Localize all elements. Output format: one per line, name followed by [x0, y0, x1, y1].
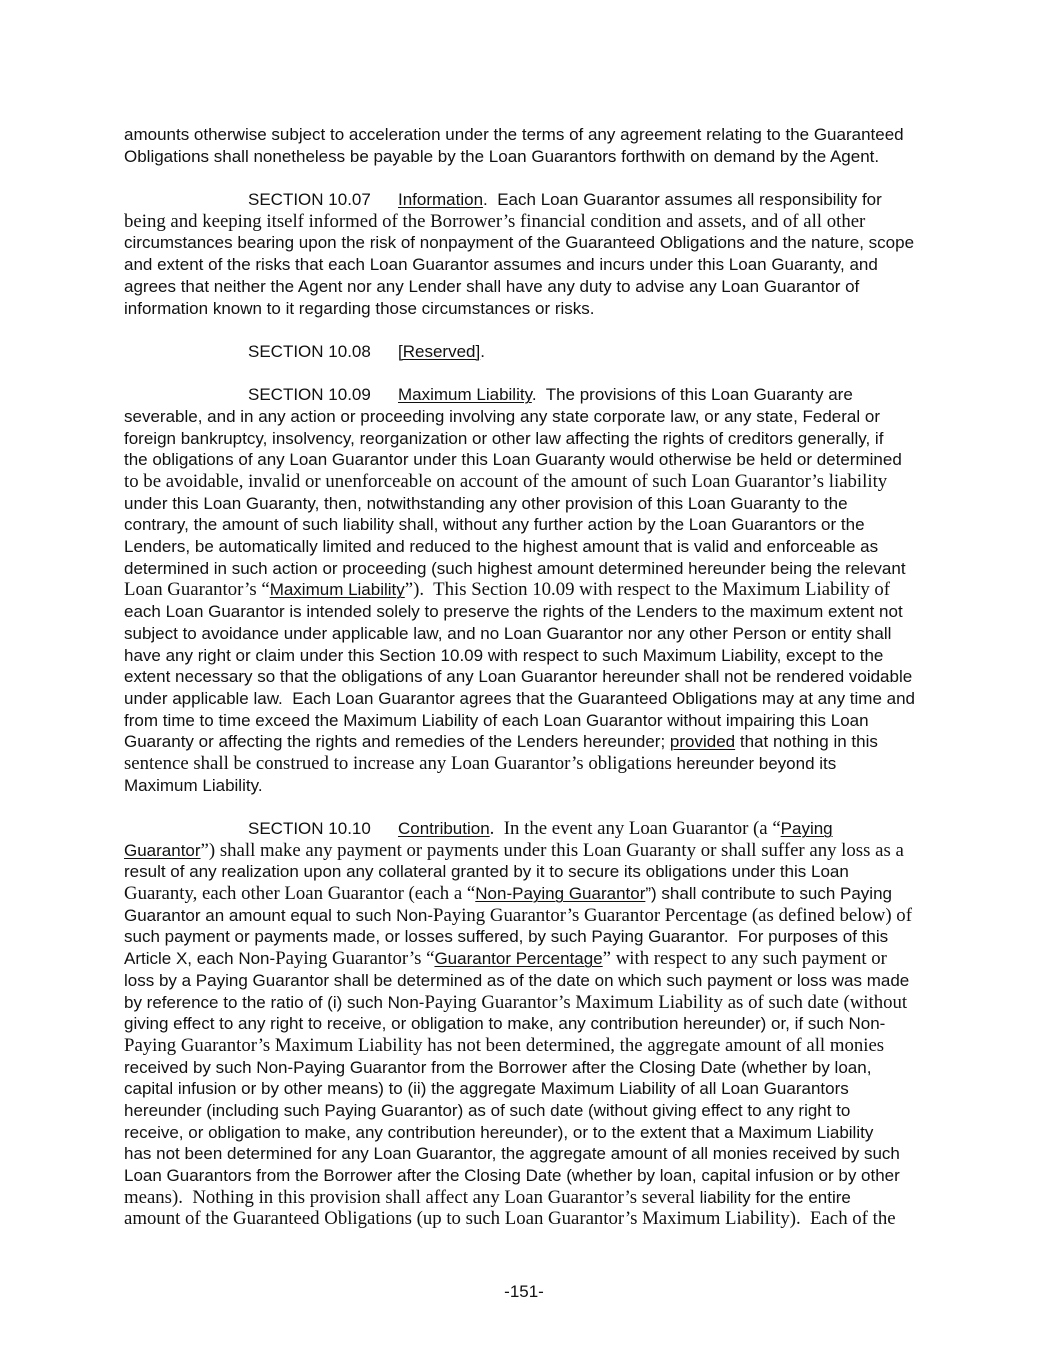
text-line — [124, 992, 924, 1014]
text-line — [124, 710, 924, 732]
text-segment: Guaranty or affecting the rights and remedies of the Lenders hereunder; — [124, 732, 670, 752]
text-segment: capital infusion or by other means) to (ii) the aggregate Maximum Liability of all Loan Guarantors — [124, 1079, 849, 1099]
text-segment: agrees that neither the Agent nor any Lender shall have any duty to advise any Loan Guarantor of — [124, 276, 860, 296]
defined-term: Paying — [780, 819, 833, 838]
section-10-07 — [124, 189, 924, 319]
text-segment: received by such Non-Paying Guarantor from the Borrower after the Closing Date (whether by loan, — [124, 1057, 872, 1077]
text-line — [124, 449, 924, 471]
text-line — [124, 1057, 924, 1079]
text-segment: by reference to the ratio of (i) such Non- — [124, 992, 425, 1012]
text-segment: the obligations of any Loan Guarantor under this Loan Guaranty would otherwise be held or determined — [124, 450, 902, 470]
text-line — [124, 276, 924, 298]
text-segment: being and keeping itself informed of the Borrower’s financial condition and assets, and of all other — [124, 210, 866, 232]
section-number: SECTION 10.10 — [248, 819, 371, 838]
text-segment: . Each Loan Guarantor assumes all responsibility for — [483, 190, 882, 210]
text-segment: liability for the entire — [699, 1187, 851, 1207]
text-line — [124, 775, 924, 797]
text-line — [124, 406, 924, 428]
text-line — [124, 536, 924, 558]
page-number: -151- — [504, 1282, 544, 1301]
text-segment: giving effect to any right to receive, or obligation to make, any contribution hereunder) or, if such Non- — [124, 1014, 886, 1034]
text-segment: Maximum Liability. — [124, 775, 263, 795]
text-segment: Paying Guarantor’s Maximum Liability as of such date (without — [424, 991, 908, 1013]
text-line — [124, 558, 924, 580]
text-line — [124, 666, 924, 688]
text-segment: Guaranty, each other Loan Guarantor (each a “ — [124, 883, 476, 905]
section-10-08 — [124, 341, 924, 363]
text-segment: Loan Guarantor’s “ — [124, 579, 270, 601]
text-line — [124, 753, 924, 775]
text-line — [124, 1100, 924, 1122]
text-line — [124, 601, 924, 623]
section-10-09 — [124, 384, 924, 796]
text-segment: ”) shall make any payment or payments under this Loan Guaranty or shall suffer any loss as a — [200, 839, 904, 861]
text-line — [124, 688, 924, 710]
text-segment: such payment or payments made, or losses suffered, by such Paying Guarantor. For purposes of this — [124, 927, 889, 947]
defined-term: Non-Paying Guarantor — [475, 884, 646, 904]
section-number: SECTION 10.09 — [248, 385, 371, 405]
section-10-10 — [124, 818, 924, 1230]
defined-term: Maximum Liability — [269, 580, 405, 600]
text-line — [124, 254, 924, 276]
defined-term: Guarantor Percentage — [434, 949, 603, 969]
text-segment: . — [480, 341, 485, 361]
defined-term: Contribution — [398, 819, 490, 838]
text-line — [124, 1143, 924, 1165]
continued-paragraph — [124, 124, 924, 167]
text-segment: have any right or claim under this Section 10.09 with respect to such Maximum Liability, except to the — [124, 645, 884, 665]
text-line — [124, 1035, 924, 1057]
text-line — [124, 1078, 924, 1100]
section-number: SECTION 10.07 — [248, 190, 371, 210]
text-line — [124, 818, 924, 840]
text-segment: amount of the Guaranteed Obligations (up to such Loan Guarantor’s Maximum Liability). Each of the — [124, 1208, 896, 1230]
text-line — [124, 428, 924, 450]
text-line — [124, 731, 924, 753]
text-line — [124, 1187, 924, 1209]
text-line — [124, 623, 924, 645]
text-line — [124, 970, 924, 992]
text-line — [124, 905, 924, 927]
text-line — [124, 861, 924, 883]
text-line — [124, 146, 924, 168]
text-line — [124, 471, 924, 493]
text-segment: Obligations shall nonetheless be payable by the Loan Guarantors forthwith on demand by the Agent. — [124, 146, 880, 166]
document-body — [124, 124, 924, 1230]
text-line — [124, 189, 924, 211]
text-segment: ”) shall contribute to such Paying — [645, 884, 892, 904]
text-line — [124, 948, 924, 970]
text-segment: foreign bankruptcy, insolvency, reorganization or other law affecting the rights of creditors generally, if — [124, 428, 884, 448]
text-line — [124, 341, 924, 363]
text-segment: each Loan Guarantor is intended solely to preserve the rights of the Lenders to the maximum extent not — [124, 602, 903, 622]
text-segment: loss by a Paying Guarantor shall be determined as of the date on which such payment or loss was made — [124, 970, 910, 990]
text-line — [124, 1208, 924, 1230]
text-segment: severable, and in any action or proceeding involving any state corporate law, or any state, Federal or — [124, 406, 880, 426]
text-line — [124, 579, 924, 601]
text-segment: under this Loan Guaranty, then, notwithstanding any other provision of this Loan Guaranty to the — [124, 493, 848, 513]
text-line — [124, 493, 924, 515]
text-segment: to be avoidable, invalid or unenforceable on account of the amount of such Loan Guarantor’s liability — [124, 471, 888, 492]
text-segment: sentence shall be construed to increase any Loan Guarantor’s obligations — [124, 752, 672, 774]
text-segment: information known to it regarding those circumstances or risks. — [124, 298, 595, 318]
text-line — [124, 1122, 924, 1144]
text-segment: means). Nothing in this provision shall affect any Loan Guarantor’s several — [124, 1186, 700, 1208]
text-segment: Article X, each Non- — [124, 949, 276, 969]
text-segment: has not been determined for any Loan Guarantor, the aggregate amount of all monies received by such — [124, 1144, 900, 1164]
text-line — [124, 645, 924, 667]
text-segment: contrary, the amount of such liability shall, without any further action by the Loan Guarantors or the — [124, 515, 865, 535]
defined-term: provided — [669, 732, 736, 752]
text-segment: ”). This Section 10.09 with respect to the Maximum Liability of — [404, 579, 891, 601]
text-line — [124, 1165, 924, 1187]
text-segment: Guarantor an amount equal to such Non- — [124, 905, 434, 925]
text-segment: . The provisions of this Loan Guaranty are — [531, 385, 853, 405]
defined-term: Information — [398, 190, 484, 210]
text-segment: from time to time exceed the Maximum Liability of each Loan Guarantor without impairing this Loan — [124, 710, 869, 730]
text-line — [124, 514, 924, 536]
text-segment: result of any realization upon any collateral granted by it to secure its obligations under this Loan — [124, 862, 849, 882]
text-line — [124, 232, 924, 254]
text-segment: Loan Guarantors from the Borrower after the Closing Date (whether by loan, capital infusion or by other — [124, 1166, 900, 1185]
text-line — [124, 883, 924, 905]
text-segment: circumstances bearing upon the risk of nonpayment of the Guaranteed Obligations and the nature, scope — [124, 233, 915, 253]
text-line — [124, 1013, 924, 1035]
text-segment: amounts otherwise subject to acceleration under the terms of any agreement relating to the Guaranteed — [124, 125, 904, 144]
text-segment: hereunder beyond its — [671, 753, 837, 773]
text-segment: ” with respect to any such payment or — [602, 948, 887, 970]
defined-term: Guarantor — [124, 840, 201, 860]
text-segment: determined in such action or proceeding (such highest amount determined hereunder being the relevant — [124, 558, 906, 578]
text-segment: Paying Guarantor’s Maximum Liability has not been determined, the aggregate amount of all monies — [124, 1034, 885, 1056]
text-segment: receive, or obligation to make, any contribution hereunder), or to the extent that a Maximum Liability — [124, 1122, 874, 1142]
text-segment: Paying Guarantor’s “ — [275, 948, 435, 970]
text-line — [124, 926, 924, 948]
defined-term: [Reserved] — [398, 341, 481, 361]
text-line — [124, 840, 924, 862]
text-segment: extent necessary so that the obligations of any Loan Guarantor hereunder shall not be rendered voidable — [124, 667, 913, 687]
text-segment: Paying Guarantor’s Guarantor Percentage (as defined below) of — [433, 904, 912, 926]
text-line — [124, 211, 924, 233]
section-number: SECTION 10.08 — [248, 341, 371, 361]
text-segment: Lenders, be automatically limited and reduced to the highest amount that is valid and enforceable as — [124, 537, 879, 557]
text-line — [124, 124, 924, 146]
defined-term: Maximum Liability — [398, 385, 532, 405]
text-segment: hereunder (including such Paying Guarantor) as of such date (without giving effect to any right to — [124, 1100, 851, 1120]
text-segment: that nothing in this — [735, 732, 878, 752]
text-line — [124, 298, 924, 320]
text-segment: . In the event any Loan Guarantor (a “ — [489, 818, 781, 839]
text-line — [124, 384, 924, 406]
text-segment: and extent of the risks that each Loan Guarantor assumes and incurs under this Loan Guaranty, and — [124, 255, 878, 275]
text-segment: under applicable law. Each Loan Guarantor agrees that the Guaranteed Obligations may at any time and — [124, 688, 915, 708]
text-segment: subject to avoidance under applicable law, and no Loan Guarantor nor any other Person or entity shall — [124, 623, 892, 643]
